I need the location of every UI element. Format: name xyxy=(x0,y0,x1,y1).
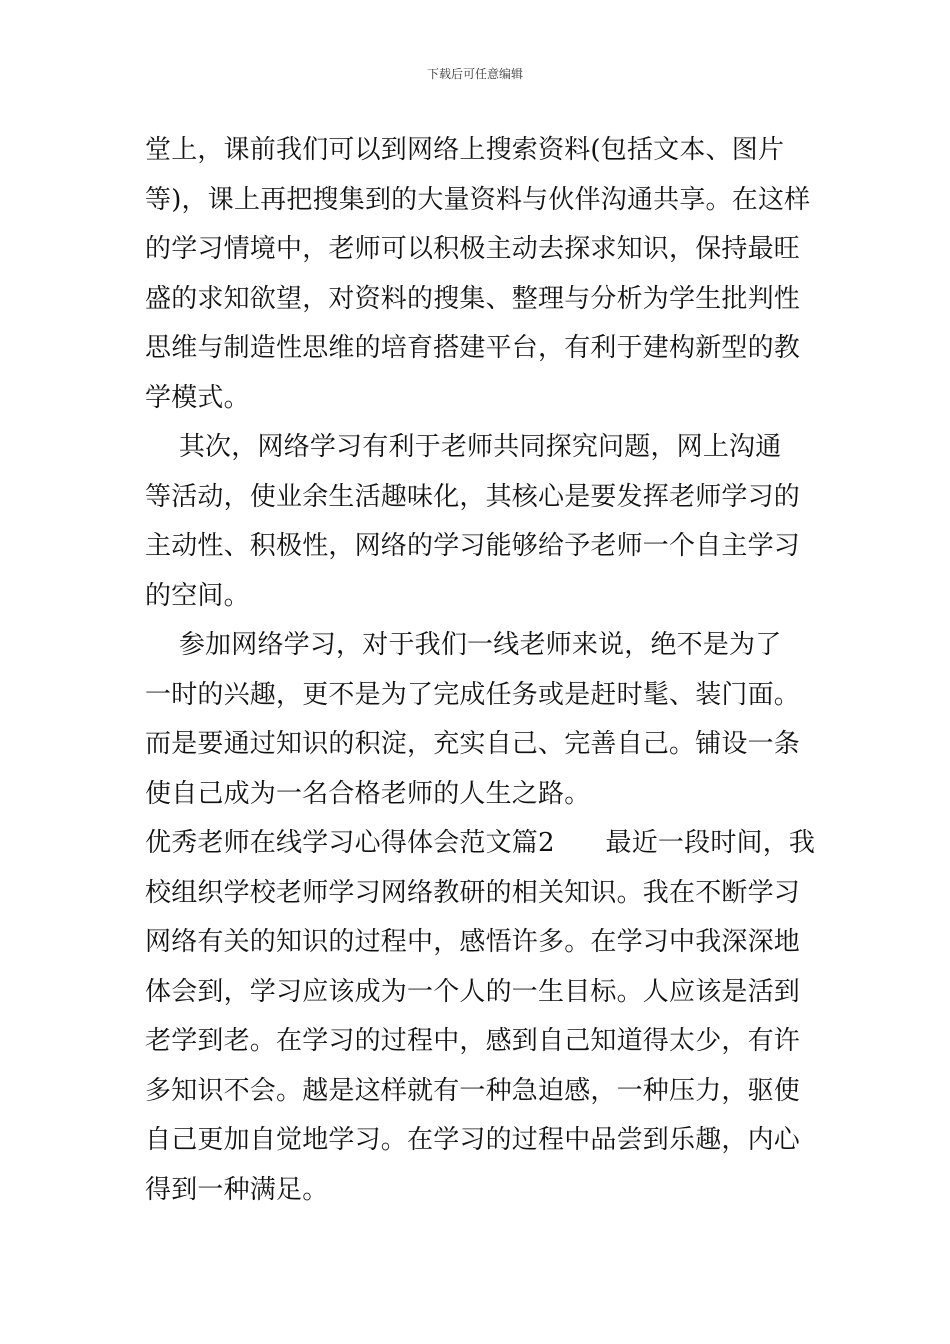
page-header: 下载后可任意编辑 xyxy=(426,67,523,81)
text-line: 使自己成为一名合格老师的人生之路。 xyxy=(145,778,591,809)
text-line: 多知识不会。越是这样就有一种急迫感，一种压力，驱使 xyxy=(145,1075,801,1106)
text-line: 一时的兴趣，更不是为了完成任务或是赶时髦、装门面。 xyxy=(145,679,801,710)
section-title-line: 优秀老师在线学习心得体会范文篇2 最近一段时间，我 xyxy=(145,828,816,858)
text-line: 其次，网络学习有利于老师共同探究问题，网上沟通 xyxy=(145,432,782,462)
text-line: 主动性、积极性，网络的学习能够给予老师一个自主学习 xyxy=(145,531,801,561)
text-line: 堂上，课前我们可以到网络上搜索资料(包括文本、图片 xyxy=(145,135,785,165)
text-line: 校组织学校老师学习网络教研的相关知识。我在不断学习 xyxy=(145,877,801,908)
text-line: 的学习情境中，老师可以积极主动去探求知识，保持最旺 xyxy=(145,234,801,264)
text-line: 老学到老。在学习的过程中，感到自己知道得太少，有许 xyxy=(145,1026,801,1056)
text-line: 自己更加自觉地学习。在学习的过程中品尝到乐趣，内心 xyxy=(145,1125,801,1155)
text-line: 而是要通过知识的积淀，充实自己、完善自己。铺设一条 xyxy=(145,729,801,759)
text-line: 得到一种满足。 xyxy=(145,1174,329,1205)
text-line: 学模式。 xyxy=(145,382,250,413)
text-line: 网络有关的知识的过程中，感悟许多。在学习中我深深地 xyxy=(145,927,801,957)
document-body xyxy=(145,126,816,1215)
text-line: 等活动，使业余生活趣味化，其核心是要发挥老师学习的 xyxy=(145,481,801,512)
text-line: 的空间。 xyxy=(145,580,250,611)
text-line: 思维与制造性思维的培育搭建平台，有利于建构新型的教 xyxy=(145,333,801,363)
text-line: 体会到，学习应该成为一个人的一生目标。人应该是活到 xyxy=(145,976,801,1007)
text-line: 等)，课上再把搜集到的大量资料与伙伴沟通共享。在这样 xyxy=(145,184,811,215)
text-line: 参加网络学习，对于我们一线老师来说，绝不是为了 xyxy=(145,630,782,660)
text-line: 盛的求知欲望，对资料的搜集、整理与分析为学生批判性 xyxy=(145,283,801,314)
